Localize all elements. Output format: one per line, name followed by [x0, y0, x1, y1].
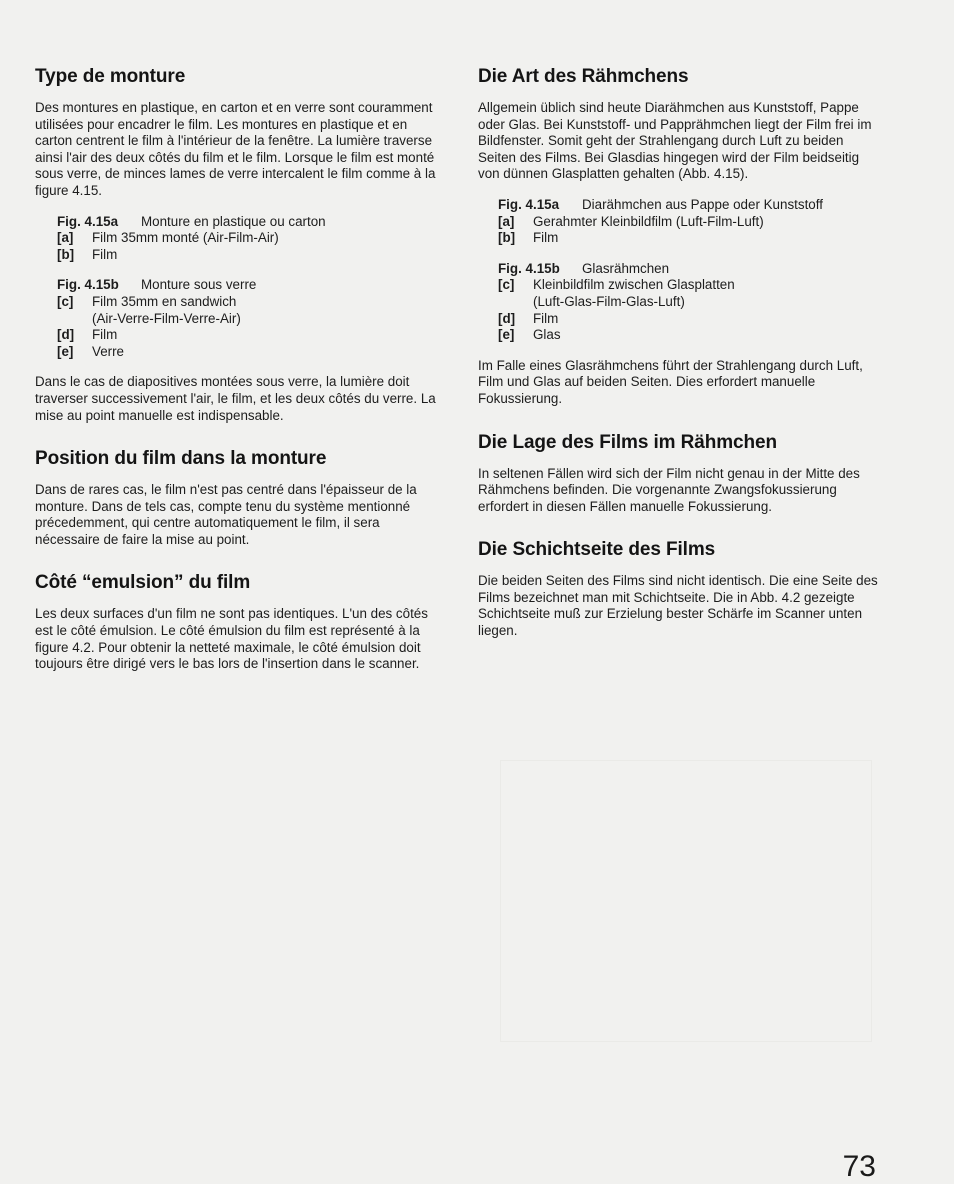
figure-key-text — [92, 294, 443, 327]
paragraph-lage-films: In seltenen Fällen wird sich der Film nicht genau in der Mitte des Rähmchens befinden. Die vorgenannte Zwangsfokussierung erfordert in diesen Fällen manuelle Fokussierung. — [478, 465, 860, 514]
section-title-art-rahmchens: Die Art des Rähmchens — [478, 66, 689, 87]
figure-caption-4-15a — [57, 214, 443, 264]
german-column — [478, 66, 878, 654]
paragraph-schichtseite: Die beiden Seiten des Films sind nicht identisch. Die eine Seite des Films bezeichnet man mit Schichtseite. Die in Abb. 4.2 gezeigte Schichtseite muß zur Erzielung bester Schärfe im Scanner unten liegen. — [478, 573, 878, 639]
section-title-schichtseite: Die Schichtseite des Films — [478, 539, 716, 561]
section-title-cote-emulsion: Côté “emulsion” du film — [35, 572, 251, 594]
french-column — [35, 66, 443, 687]
page-number: 73 — [842, 1150, 876, 1183]
paragraph-glasrahmchen: Im Falle eines Glasrähmchens führt der Strahlengang durch Luft, Film und Glas auf beiden Seiten. Dies erfordert manuelle Fokussierung. — [478, 357, 863, 406]
figure-label: Fig. 4.15b — [498, 260, 560, 276]
paragraph-montees-sous-verre: Dans le cas de diapositives montées sous verre, la lumière doit traverser successivement l'air, le film, et les deux côtés du verre. La mise au point manuelle est indispensable. — [35, 374, 436, 423]
figure-key-text-line1: Kleinbildfilm zwischen Glasplatten — [533, 277, 735, 293]
figure-caption: Monture en plastique ou carton — [141, 213, 326, 229]
section-title-lage-films: Die Lage des Films im Rähmchen — [478, 431, 777, 453]
figure-caption: Monture sous verre — [141, 277, 257, 293]
figure-caption-4-15b — [57, 277, 443, 360]
figure-caption-4-15b — [498, 261, 878, 344]
figure-key-text: Glas — [533, 327, 561, 343]
figure-caption: Diarähmchen aus Pappe oder Kunststoff — [582, 196, 823, 212]
figure-label: Fig. 4.15a — [57, 213, 119, 229]
figure-key: [d] — [57, 327, 75, 343]
figure-key: [c] — [57, 293, 74, 309]
figure-key-text-line2: (Luft-Glas-Film-Glas-Luft) — [533, 293, 685, 309]
show-through-shading — [500, 760, 872, 1042]
paragraph-type-monture: Des montures en plastique, en carton et en verre sont couramment utilisées pour encadrer le film. Les montures en plastique et en carton centrent le film à l'intérieur de la fenêtre. La lumière traverse ainsi l'air des deux côtés du film et le film. Lorsque le film est monté sous verre, de minces lames de verre intercalent le film comme à la figure 4.15. — [35, 100, 436, 198]
figure-key: [e] — [57, 343, 74, 359]
figure-key-text: Film — [533, 310, 559, 326]
section-title-type-monture: Type de monture — [35, 66, 186, 87]
figure-key: [d] — [498, 310, 516, 326]
paragraph-position-film: Dans de rares cas, le film n'est pas centré dans l'épaisseur de la monture. Dans de tels cas, compte tenu du système mentionné précedemment, qui centre automatiquement le film, il sera nécessaire de faire la mise au point. — [35, 482, 417, 547]
figure-key: [a] — [498, 213, 515, 229]
figure-key-text: Film — [92, 246, 118, 262]
figure-caption: Glasrähmchen — [582, 260, 670, 276]
paragraph-art-rahmchens: Allgemein üblich sind heute Diarähmchen aus Kunststoff, Pappe oder Glas. Bei Kunststoff- und Papprähmchen liegt der Film frei im Bildfenster. Somit geht der Strahlengang durch Luft zu beiden Seiten des Films. Bei Glasdias hingegen wird der Film beidseitig von dünnen Glasplatten gehalten (Abb. 4.15). — [478, 100, 872, 182]
figure-key-text — [533, 277, 878, 310]
figure-key-text: Film — [533, 230, 559, 246]
figure-key-text-line2: (Air-Verre-Film-Verre-Air) — [92, 310, 241, 326]
figure-key: [a] — [57, 230, 74, 246]
figure-key-text: Film 35mm monté (Air-Film-Air) — [92, 230, 279, 246]
figure-key: [c] — [498, 277, 515, 293]
figure-key-text: Film — [92, 327, 118, 343]
figure-key: [b] — [498, 230, 516, 246]
figure-key: [e] — [498, 327, 515, 343]
figure-key-text-line1: Film 35mm en sandwich — [92, 293, 237, 309]
figure-label: Fig. 4.15a — [498, 196, 560, 212]
figure-label: Fig. 4.15b — [57, 277, 119, 293]
figure-key-text: Verre — [92, 343, 125, 359]
figure-key-text: Gerahmter Kleinbildfilm (Luft-Film-Luft) — [533, 213, 764, 229]
figure-key: [b] — [57, 246, 75, 262]
figure-caption-4-15a — [498, 197, 878, 247]
section-title-position-film: Position du film dans la monture — [35, 448, 327, 470]
paragraph-cote-emulsion: Les deux surfaces d'un film ne sont pas identiques. L'un des côtés est le côté émulsion. Le côté émulsion du film est représenté à la figure 4.2. Pour obtenir la netteté maximale, le côté émulsion doit toujours être dirigé vers le bas lors de l'insertion dans le scanner. — [35, 606, 428, 672]
